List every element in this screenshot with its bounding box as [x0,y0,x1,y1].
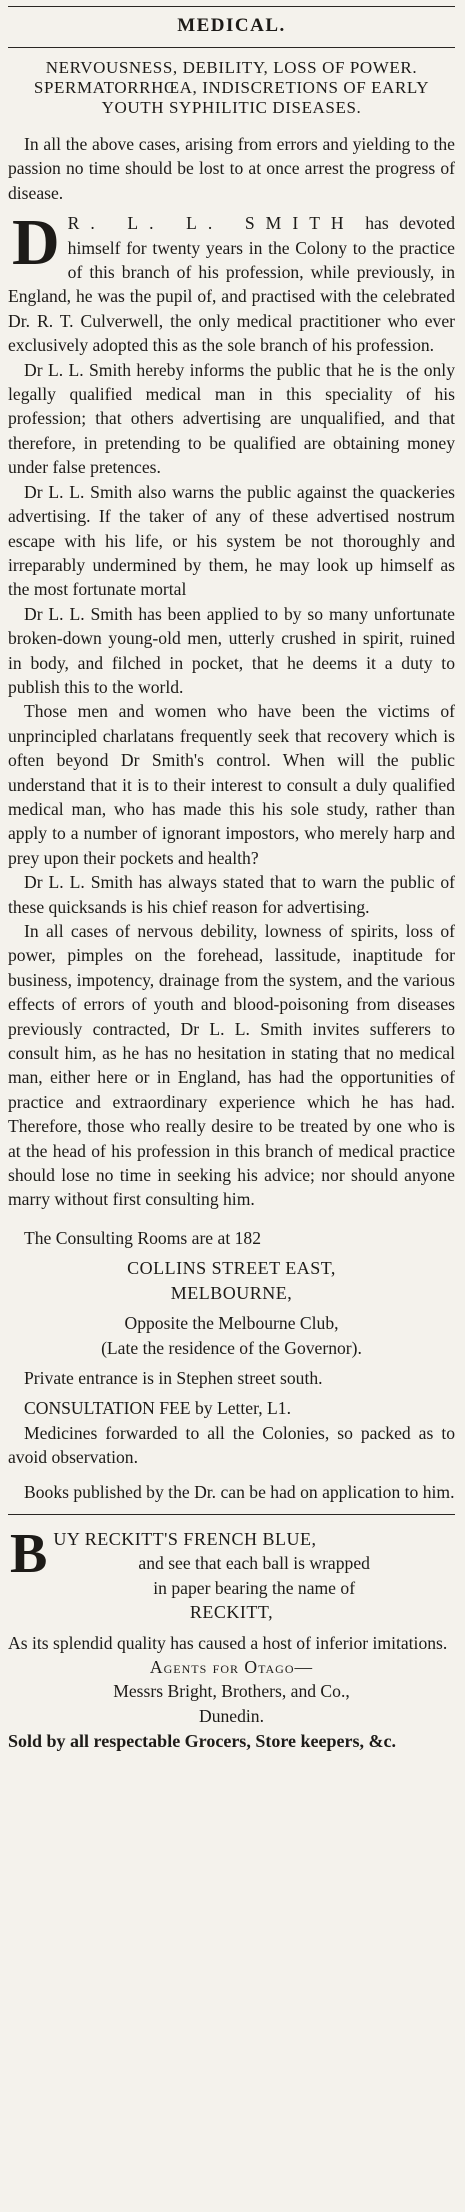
reckitt-agent-city: Dunedin. [199,1705,264,1726]
reckitt-line-2: and see that each ball is wrapped [138,1553,370,1574]
section-rule [8,47,455,48]
address-city: MELBOURNE, [170,1282,293,1303]
books-note: Books published by the Dr. can be had on application to him. [24,1481,455,1502]
top-rule [8,6,455,7]
ad-headline: NERVOUSNESS, DEBILITY, LOSS OF POWER. SPERMATORRHŒA, INDISCRETIONS OF EARLY YOUTH SYPHILITIC DISEASES. [33,58,430,117]
address-late-residence: (Late the residence of the Governor). [101,1337,362,1358]
ad-paragraph-5: Those men and women who have been the victims of unprincipled charlatans frequently seek that recovery which is often beyond Dr Smith's control. When will the public understand that it is to their interest to consult a duly qualified medical man, who has made this his sole study, rather than apply to a number of ignorant impostors, who merely harp and prey upon their pockets and health? [8,701,455,868]
ad-divider [8,1514,455,1515]
reckitt-sold-by: Sold by all respectable Grocers, Store keepers, &c. [8,1731,396,1752]
medical-advertisement [8,58,455,1504]
consultation-fee: CONSULTATION FEE by Letter, L1. [24,1398,291,1419]
reckitt-headline: UY RECKITT'S FRENCH BLUE, [53,1528,317,1549]
ad-intro: In all the above cases, arising from errors and yielding to the passion no time should be lost to at once arrest the progress of disease. [8,134,455,203]
ad-paragraph-3: Dr L. L. Smith also warns the public against the quackeries advertising. If the taker of any of these advertised nostrum escape with his life, or his system be not thoroughly and irreparably undermined by them, he may look up himself as the most fortunate mortal [8,481,455,600]
doctor-name-line: R. L. L. SMITH [67,213,355,234]
paragraph-1-text: has devoted himself for twenty years in the Colony to the practice of this branch of his profession, while previously, in England, he was the pupil of, and practised with the celebrated Dr. R. T. Culverwell, the only medical practitioner who ever exclusively adopted this as the sole branch of his profession. [8,213,455,356]
section-title: MEDICAL. [177,15,286,36]
reckitt-advertisement [8,1522,455,1754]
drop-cap-letter-b: B [10,1522,48,1585]
reckitt-line-3: in paper bearing the name of [153,1577,356,1598]
ad-paragraph-6: Dr L. L. Smith has always stated that to warn the public of these quicksands is his chief reason for advertising. [8,872,455,917]
reckitt-agent-name: Messrs Bright, Brothers, and Co., [113,1681,350,1702]
ad-paragraph-1 [8,206,455,357]
private-entrance: Private entrance is in Stephen street south. [24,1367,323,1388]
ad-paragraph-2: Dr L. L. Smith hereby informs the public that he is the only legally qualified medical man in this speciality of his profession; that others advertising are unqualified, and that therefore, in pretending to be qualified are obtaining money under false pretences. [8,359,455,478]
medicines-note: Medicines forwarded to all the Colonies, so packed as to avoid observation. [8,1422,455,1468]
address-opposite: Opposite the Melbourne Club, [124,1313,339,1334]
reckitt-name: RECKITT, [189,1602,274,1623]
ad-paragraph-4: Dr L. L. Smith has been applied to by so many unfortunate broken-down young-old men, utterly crushed in spirit, ruined in body, and filched in pocket, that he deems it a duty to publish this to the world. [8,603,455,697]
reckitt-quality-note: As its splendid quality has caused a host of inferior imitations. [8,1632,448,1653]
reckitt-agents-label: Agents for Otago— [149,1656,314,1677]
consulting-rooms: The Consulting Rooms are at 182 [24,1227,262,1248]
ad-paragraph-7: In all cases of nervous debility, lowness of spirits, loss of power, pimples on the forehead, lassitude, inaptitude for business, impotency, drainage from the system, and the various effects of errors of youth and blood-poisoning from diseases previously contracted, Dr L. L. Smith invites sufferers to consult him, as he has no hesitation in stating that no medical man, either here or in England, has had the opportunities of practice and extraordinary experience which he has had. Therefore, those who really desire to be treated by one who is at the head of his profession in this branch of medical practice should lose no time in seeking his advice; nor should anyone marry without first consulting him. [8,921,455,1210]
address-street: COLLINS STREET EAST, [127,1258,336,1279]
drop-cap-letter: D [12,206,60,280]
